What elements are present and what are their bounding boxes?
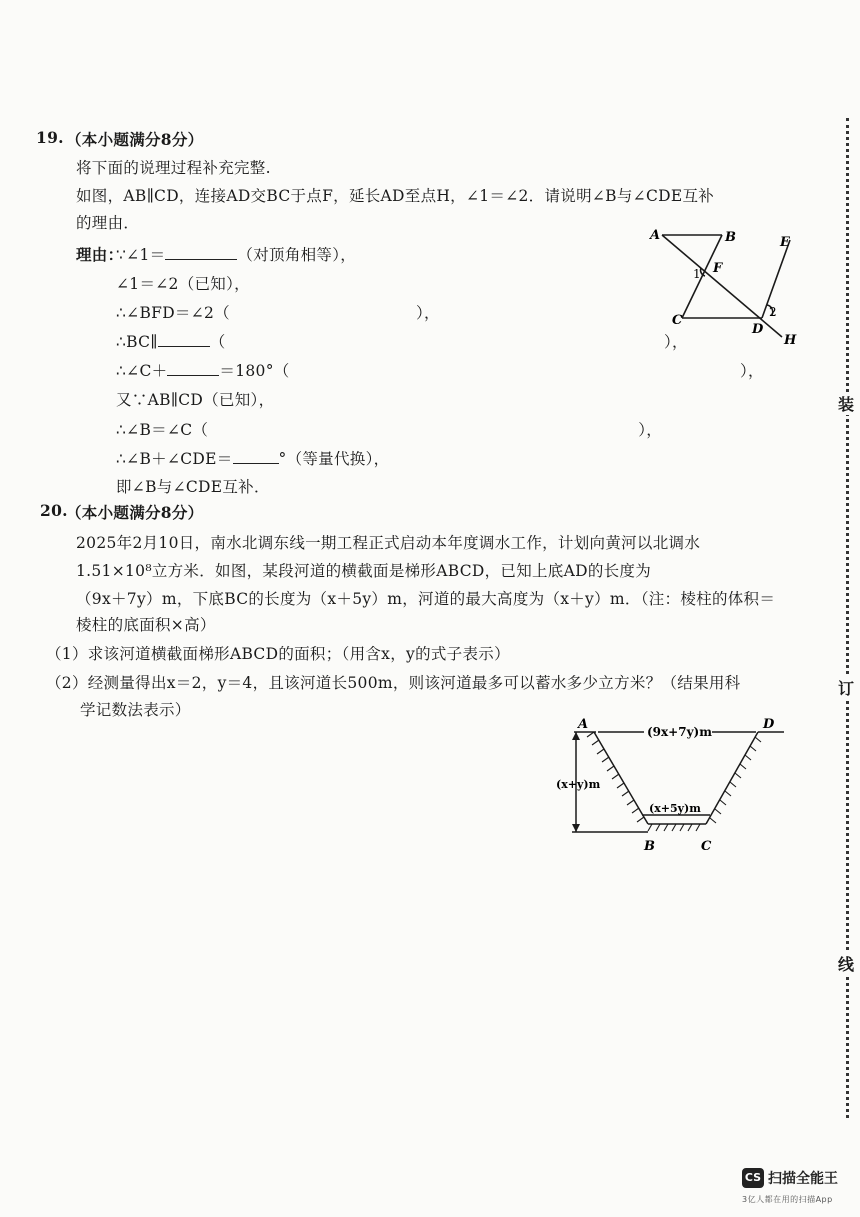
segment-bc <box>682 235 722 318</box>
q19-step-4-close: ）， <box>664 333 688 351</box>
step-8-post: °（等量代换）， <box>278 450 390 468</box>
height-label: (x+y)m <box>556 778 601 791</box>
step-5-pre: ∴∠C＋ <box>116 362 168 380</box>
q19-step-2 <box>116 272 250 294</box>
step-5-post: ＝180°（ <box>219 362 290 380</box>
step-4-pre: ∴BC∥ <box>116 333 158 351</box>
q19-statement-line2: 的理由． <box>76 214 140 232</box>
q19-instruction: 将下面的说理过程补充完整. <box>76 159 271 177</box>
label-d: D <box>752 322 764 337</box>
q20-para-line3: （9x＋7y）m，下底BC的长度为（x＋5y）m，河道的最大高度为（x＋y）m．（注：棱柱的体积＝ <box>76 590 776 608</box>
q20-figure <box>552 712 802 862</box>
step-9-pre: 即∠B与∠CDE互补． <box>116 478 270 496</box>
step-3-post: ）， <box>415 304 440 322</box>
blank-3[interactable] <box>158 332 210 347</box>
binding-char-zhuang: 装 <box>836 392 856 415</box>
q19-step-5-close: ）， <box>740 362 764 380</box>
q19-step-3 <box>116 301 440 323</box>
label-b: B <box>644 839 655 854</box>
q19-score: （本小题满分8分） <box>66 130 204 149</box>
q19-step-7 <box>116 418 662 440</box>
q19-reason-label: 理由： <box>76 245 124 264</box>
step-8-pre: ∴∠B＋∠CDE＝ <box>116 450 233 468</box>
bottom-label: (x+5y)m <box>649 802 701 815</box>
q19-step-5 <box>116 359 290 381</box>
q20-score: （本小题满分8分） <box>66 503 204 522</box>
label-a: A <box>578 717 589 732</box>
step-3-pre: ∴∠BFD＝∠2（ <box>116 304 230 322</box>
label-d: D <box>763 717 775 732</box>
q19-step-6 <box>116 388 274 410</box>
q19-step-8 <box>116 447 389 469</box>
binding-char-ding: 订 <box>836 676 856 699</box>
q19-figure <box>640 220 810 350</box>
scanner-logo-icon: CS <box>742 1168 764 1188</box>
blank-1[interactable] <box>165 245 237 260</box>
q20-para-line1: 2025年2月10日，南水北调东线一期工程正式启动本年度调水工作，计划向黄河以北调水 <box>76 534 701 552</box>
q19-number: 19. <box>36 128 64 147</box>
binding-char-xian: 线 <box>836 952 856 975</box>
scanner-tagline: 3亿人都在用的扫描App <box>742 1195 833 1204</box>
q19-step-9 <box>116 475 270 497</box>
q19-statement-line1: 如图，AB∥CD，连接AD交BC于点F，延长AD至点H，∠1＝∠2．请说明∠B与∠CDE互补 <box>76 187 715 205</box>
label-b: B <box>725 230 736 245</box>
label-angle-1: 1 <box>693 267 701 281</box>
label-a: A <box>650 228 661 243</box>
q20-para-line4: 棱柱的底面积×高） <box>76 616 216 634</box>
blank-4[interactable] <box>167 361 219 376</box>
step-1-pre: ∵∠1＝ <box>116 246 166 264</box>
step-7-post: ）， <box>638 421 663 439</box>
q19-step-1 <box>116 243 356 265</box>
side-ab <box>594 732 648 824</box>
blank-6[interactable] <box>233 449 279 464</box>
step-2-pre: ∠1＝∠2（已知）， <box>116 275 250 293</box>
label-h: H <box>784 333 797 348</box>
q20-part2-line1: （2）经测量得出x＝2，y＝4，且该河道长500m，则该河道最多可以蓄水多少立方米？（结果用科 <box>46 674 741 692</box>
label-c: C <box>672 313 683 328</box>
q19-step-4 <box>116 330 226 352</box>
step-4-post: （ <box>209 333 226 351</box>
label-e: E <box>780 235 790 250</box>
q20-part1: （1）求该河道横截面梯形ABCD的面积；（用含x，y的式子表示） <box>46 645 510 663</box>
scanner-name: 扫描全能王 <box>768 1171 838 1187</box>
step-7-pre: ∴∠B＝∠C（ <box>116 421 209 439</box>
step-6-pre: 又∵AB∥CD（已知）， <box>116 391 275 409</box>
q20-part2-line2: 学记数法表示） <box>80 701 191 719</box>
top-label: (9x+7y)m <box>647 725 712 739</box>
q20-para-line2: 1.51×10⁸立方米．如图，某段河道的横截面是梯形ABCD，已知上底AD的长度为 <box>76 562 652 580</box>
label-f: F <box>713 261 723 276</box>
label-c: C <box>701 839 712 854</box>
label-angle-2: 2 <box>769 305 777 319</box>
q20-number: 20. <box>40 501 68 520</box>
step-1-post: （对顶角相等）， <box>237 246 357 264</box>
